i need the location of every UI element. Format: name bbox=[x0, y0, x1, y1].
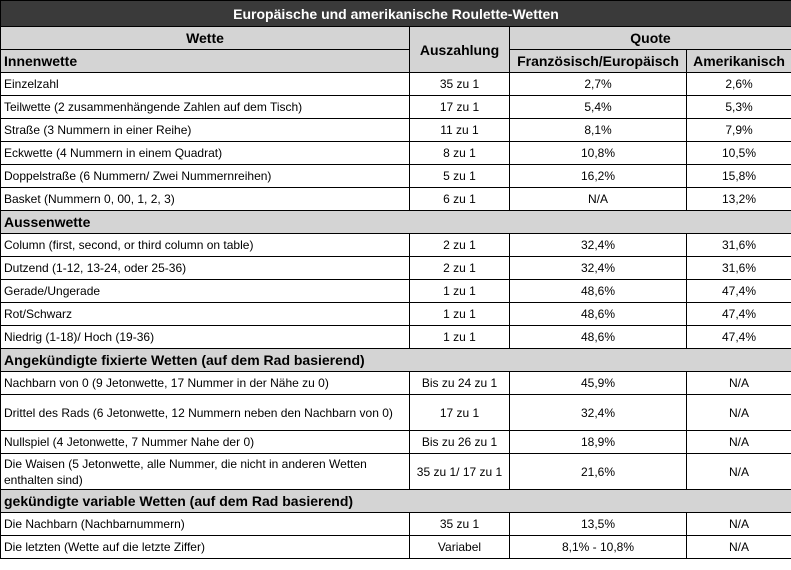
table-row bbox=[1, 513, 791, 536]
payout-cell: 2 zu 1 bbox=[410, 234, 510, 257]
bet-name-cell: Niedrig (1-18)/ Hoch (19-36) bbox=[1, 326, 410, 349]
odds-european-cell: 48,6% bbox=[510, 303, 687, 326]
payout-cell: 35 zu 1 bbox=[410, 513, 510, 536]
bet-name-cell: Drittel des Rads (6 Jetonwette, 12 Nummern neben den Nachbarn von 0) bbox=[1, 395, 410, 431]
payout-cell: Bis zu 26 zu 1 bbox=[410, 431, 510, 454]
table-row bbox=[1, 96, 791, 119]
bet-name-cell: Teilwette (2 zusammenhängende Zahlen auf dem Tisch) bbox=[1, 96, 410, 119]
bet-name-cell: Die letzten (Wette auf die letzte Ziffer) bbox=[1, 536, 410, 559]
section-header-row bbox=[1, 211, 791, 234]
odds-european-cell: 21,6% bbox=[510, 454, 687, 490]
payout-cell: 5 zu 1 bbox=[410, 165, 510, 188]
payout-cell: 6 zu 1 bbox=[410, 188, 510, 211]
bet-name-cell: Einzelzahl bbox=[1, 73, 410, 96]
bet-name-cell: Nullspiel (4 Jetonwette, 7 Nummer Nahe der 0) bbox=[1, 431, 410, 454]
odds-american-cell: N/A bbox=[687, 431, 791, 454]
bet-name-cell: Die Waisen (5 Jetonwette, alle Nummer, die nicht in anderen Wetten enthalten sind) bbox=[1, 454, 410, 490]
payout-cell: 1 zu 1 bbox=[410, 303, 510, 326]
odds-european-cell: 18,9% bbox=[510, 431, 687, 454]
table-row bbox=[1, 280, 791, 303]
table-row bbox=[1, 142, 791, 165]
odds-european-cell: 32,4% bbox=[510, 234, 687, 257]
table-row bbox=[1, 303, 791, 326]
header-auszahlung: Auszahlung bbox=[410, 27, 510, 73]
odds-american-cell: N/A bbox=[687, 513, 791, 536]
payout-cell: 2 zu 1 bbox=[410, 257, 510, 280]
odds-american-cell: N/A bbox=[687, 372, 791, 395]
table-row bbox=[1, 165, 791, 188]
odds-european-cell: 48,6% bbox=[510, 326, 687, 349]
bet-name-cell: Eckwette (4 Nummern in einem Quadrat) bbox=[1, 142, 410, 165]
odds-american-cell: N/A bbox=[687, 454, 791, 490]
table-row bbox=[1, 431, 791, 454]
odds-american-cell: N/A bbox=[687, 536, 791, 559]
odds-european-cell: 32,4% bbox=[510, 395, 687, 431]
odds-american-cell: 5,3% bbox=[687, 96, 791, 119]
odds-european-cell: 8,1% bbox=[510, 119, 687, 142]
payout-cell: 35 zu 1 bbox=[410, 73, 510, 96]
bet-name-cell: Nachbarn von 0 (9 Jetonwette, 17 Nummer in der Nähe zu 0) bbox=[1, 372, 410, 395]
odds-european-cell: 32,4% bbox=[510, 257, 687, 280]
bet-name-cell: Straße (3 Nummern in einer Reihe) bbox=[1, 119, 410, 142]
table-row bbox=[1, 257, 791, 280]
section-title: gekündigte variable Wetten (auf dem Rad basierend) bbox=[1, 490, 791, 513]
payout-cell: 1 zu 1 bbox=[410, 326, 510, 349]
table-row bbox=[1, 188, 791, 211]
bet-name-cell: Column (first, second, or third column on table) bbox=[1, 234, 410, 257]
header-amerikanisch: Amerikanisch bbox=[687, 50, 791, 73]
odds-european-cell: 45,9% bbox=[510, 372, 687, 395]
table-row bbox=[1, 119, 791, 142]
payout-cell: Bis zu 24 zu 1 bbox=[410, 372, 510, 395]
payout-cell: 1 zu 1 bbox=[410, 280, 510, 303]
bet-name-cell: Rot/Schwarz bbox=[1, 303, 410, 326]
bet-name-cell: Die Nachbarn (Nachbarnummern) bbox=[1, 513, 410, 536]
table-row bbox=[1, 73, 791, 96]
header-quote: Quote bbox=[510, 27, 791, 50]
odds-american-cell: 47,4% bbox=[687, 280, 791, 303]
section-title: Angekündigte fixierte Wetten (auf dem Rad basierend) bbox=[1, 349, 791, 372]
table-title: Europäische und amerikanische Roulette-Wetten bbox=[1, 1, 791, 27]
header-wette: Wette bbox=[1, 27, 410, 50]
payout-cell: Variabel bbox=[410, 536, 510, 559]
odds-american-cell: 47,4% bbox=[687, 326, 791, 349]
table-row bbox=[1, 234, 791, 257]
odds-american-cell: 2,6% bbox=[687, 73, 791, 96]
odds-european-cell: 16,2% bbox=[510, 165, 687, 188]
bet-name-cell: Doppelstraße (6 Nummern/ Zwei Nummernreihen) bbox=[1, 165, 410, 188]
odds-american-cell: 13,2% bbox=[687, 188, 791, 211]
payout-cell: 35 zu 1/ 17 zu 1 bbox=[410, 454, 510, 490]
odds-american-cell: 10,5% bbox=[687, 142, 791, 165]
section-title: Aussenwette bbox=[1, 211, 791, 234]
odds-american-cell: 15,8% bbox=[687, 165, 791, 188]
payout-cell: 17 zu 1 bbox=[410, 96, 510, 119]
odds-american-cell: N/A bbox=[687, 395, 791, 431]
odds-american-cell: 47,4% bbox=[687, 303, 791, 326]
odds-european-cell: 5,4% bbox=[510, 96, 687, 119]
section-title: Innenwette bbox=[1, 50, 410, 73]
bet-name-cell: Gerade/Ungerade bbox=[1, 280, 410, 303]
odds-american-cell: 31,6% bbox=[687, 234, 791, 257]
bet-name-cell: Dutzend (1-12, 13-24, oder 25-36) bbox=[1, 257, 410, 280]
table-row bbox=[1, 536, 791, 559]
bet-name-cell: Basket (Nummern 0, 00, 1, 2, 3) bbox=[1, 188, 410, 211]
odds-european-cell: 2,7% bbox=[510, 73, 687, 96]
odds-european-cell: N/A bbox=[510, 188, 687, 211]
odds-european-cell: 48,6% bbox=[510, 280, 687, 303]
odds-european-cell: 13,5% bbox=[510, 513, 687, 536]
payout-cell: 17 zu 1 bbox=[410, 395, 510, 431]
header-europaeisch: Französisch/Europäisch bbox=[510, 50, 687, 73]
odds-european-cell: 8,1% - 10,8% bbox=[510, 536, 687, 559]
payout-cell: 8 zu 1 bbox=[410, 142, 510, 165]
table-row bbox=[1, 326, 791, 349]
table-row bbox=[1, 372, 791, 395]
odds-european-cell: 10,8% bbox=[510, 142, 687, 165]
section-header-row bbox=[1, 349, 791, 372]
payout-cell: 11 zu 1 bbox=[410, 119, 510, 142]
section-header-row bbox=[1, 490, 791, 513]
odds-american-cell: 7,9% bbox=[687, 119, 791, 142]
table-row bbox=[1, 454, 791, 490]
table-body bbox=[1, 73, 791, 559]
table-row bbox=[1, 395, 791, 431]
odds-american-cell: 31,6% bbox=[687, 257, 791, 280]
